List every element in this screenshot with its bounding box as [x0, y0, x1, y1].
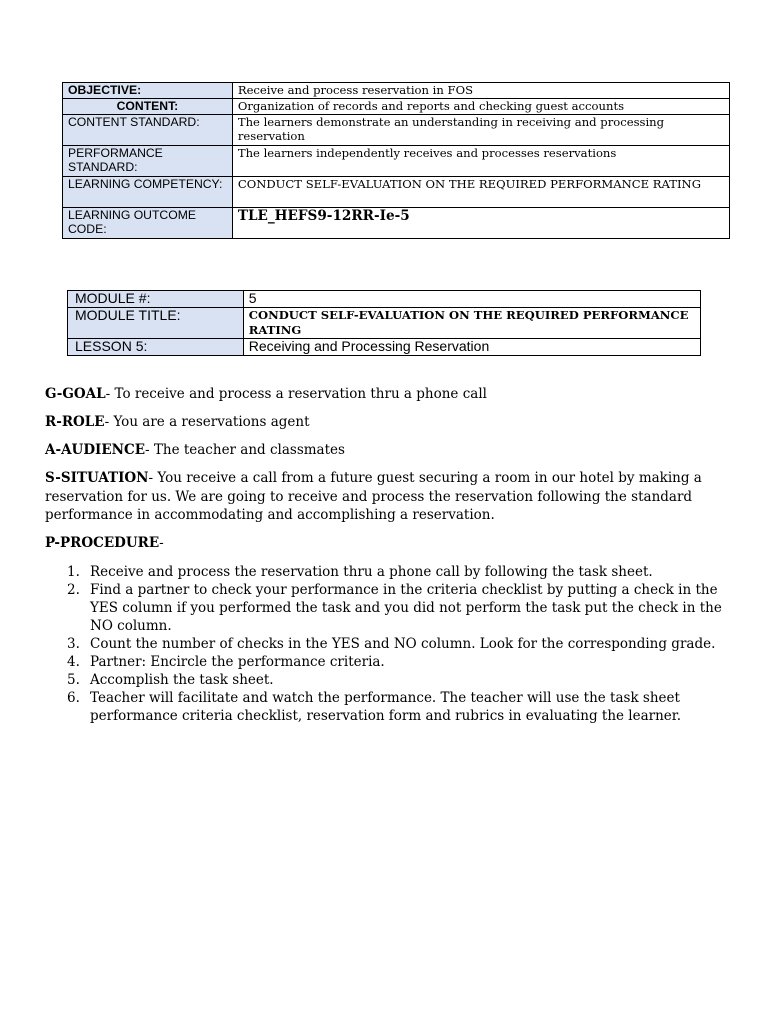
performance-standard-value: The learners independently receives and processes reservations: [232, 146, 729, 177]
table-row: [63, 146, 730, 177]
content-standard-label: CONTENT STANDARD:: [63, 115, 233, 146]
list-item: [45, 581, 725, 635]
role-line: [45, 413, 725, 432]
audience-text: - The teacher and classmates: [145, 442, 345, 458]
role-text: - You are a reservations agent: [104, 414, 310, 430]
step-number: 2.: [67, 582, 80, 598]
learning-outcome-code-value: TLE_HEFS9-12RR-Ie-5: [232, 208, 729, 239]
procedure-heading: [45, 534, 725, 553]
step-text: Accomplish the task sheet.: [90, 672, 274, 688]
lesson-title-value: Receiving and Processing Reservation: [243, 339, 700, 356]
learning-competency-value: CONDUCT SELF-EVALUATION ON THE REQUIRED PERFORMANCE RATING: [232, 177, 729, 208]
lesson-label: LESSON 5:: [68, 339, 244, 356]
step-number: 5.: [67, 672, 80, 688]
step-number: 3.: [67, 636, 80, 652]
step-number: 1.: [67, 564, 80, 580]
situation-text: - You receive a call from a future guest securing a room in our hotel by making a reservation for us. We are going to receive and process the reservation following the standard performance in accommodating and accomplishing a reservation.: [45, 470, 702, 523]
audience-label: A-AUDIENCE: [45, 442, 146, 458]
content-value: Organization of records and reports and checking guest accounts: [232, 99, 729, 115]
list-item: [45, 563, 725, 581]
procedure-list: [45, 563, 725, 725]
module-title-value: CONDUCT SELF-EVALUATION ON THE REQUIRED PERFORMANCE RATING: [243, 308, 700, 339]
procedure-label: P-PROCEDURE: [45, 535, 160, 551]
goal-line: [45, 385, 725, 404]
step-number: 4.: [67, 654, 80, 670]
step-text: Receive and process the reservation thru a phone call by following the task sheet.: [90, 564, 653, 580]
step-text: Partner: Encircle the performance criteria.: [90, 654, 385, 670]
performance-standard-label: PERFORMANCE STANDARD:: [63, 146, 233, 177]
goal-text: - To receive and process a reservation thru a phone call: [105, 386, 487, 402]
content-standard-value: The learners demonstrate an understanding in receiving and processing reservation: [232, 115, 729, 146]
audience-line: [45, 441, 725, 460]
role-label: R-ROLE: [45, 414, 105, 430]
step-text: Find a partner to check your performance in the criteria checklist by putting a check in the YES column if you performed the task and you did not perform the task put the check in the NO column.: [90, 582, 722, 634]
lesson-info-table: [62, 82, 730, 239]
objective-label: OBJECTIVE:: [63, 83, 233, 99]
table-row: [63, 208, 730, 239]
learning-outcome-code-label: LEARNING OUTCOME CODE:: [63, 208, 233, 239]
step-number: 6.: [67, 690, 80, 706]
module-number-label: MODULE #:: [68, 291, 244, 308]
table-row: [63, 99, 730, 115]
procedure-suffix: -: [159, 535, 164, 551]
table-row: [68, 339, 701, 356]
step-text: Teacher will facilitate and watch the performance. The teacher will use the task sheet performance criteria checklist, reservation form and rubrics in evaluating the learner.: [90, 690, 682, 724]
objective-value: Receive and process reservation in FOS: [232, 83, 729, 99]
list-item: [45, 653, 725, 671]
learning-competency-label: LEARNING COMPETENCY:: [63, 177, 233, 208]
module-info-table: [67, 290, 701, 356]
situation-paragraph: [45, 469, 725, 525]
list-item: [45, 689, 725, 725]
table-row: [63, 115, 730, 146]
situation-label: S-SITUATION: [45, 470, 149, 486]
table-row: [63, 177, 730, 208]
table-row: [68, 308, 701, 339]
step-text: Count the number of checks in the YES and NO column. Look for the corresponding grade.: [90, 636, 716, 652]
list-item: [45, 671, 725, 689]
table-row: [68, 291, 701, 308]
goal-label: G-GOAL: [45, 386, 106, 402]
module-title-label: MODULE TITLE:: [68, 308, 244, 339]
content-label: CONTENT:: [63, 99, 233, 115]
table-row: [63, 83, 730, 99]
module-number-value: 5: [243, 291, 700, 308]
list-item: [45, 635, 725, 653]
